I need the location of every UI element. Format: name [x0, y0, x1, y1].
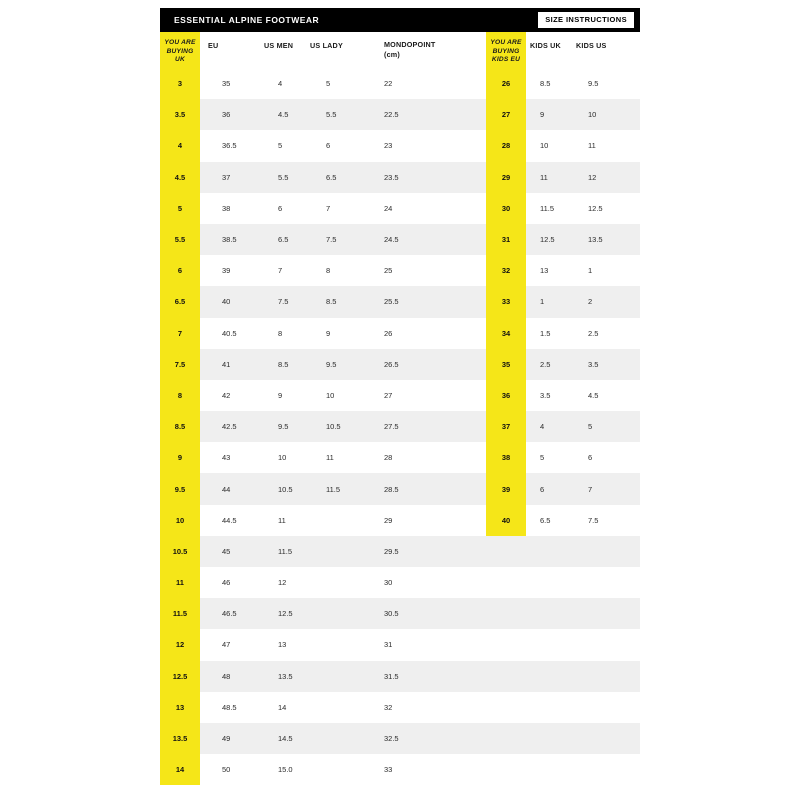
cell-kids-eu-empty — [486, 661, 526, 692]
cell-uk: 7.5 — [160, 349, 200, 380]
cell-kids-eu-empty — [486, 598, 526, 629]
cell-us-lady: 7.5 — [306, 224, 354, 255]
cell-mondopoint: 24 — [354, 193, 466, 224]
cell-us-lady: 11 — [306, 442, 354, 473]
cell-kids-eu: 26 — [486, 68, 526, 99]
cell-mondopoint: 27.5 — [354, 411, 466, 442]
cell-us-lady — [306, 598, 354, 629]
cell-kids-us: 10 — [572, 99, 640, 130]
table-row — [160, 286, 640, 317]
cell-mondopoint: 24.5 — [354, 224, 466, 255]
size-chart-sheet — [160, 8, 640, 785]
cell-us-lady: 9 — [306, 318, 354, 349]
cell-mondopoint: 30 — [354, 567, 466, 598]
table-row — [160, 380, 640, 411]
cell-gap — [466, 130, 486, 161]
cell-kids-us: 7 — [572, 473, 640, 504]
table-row — [160, 130, 640, 161]
table-row — [160, 411, 640, 442]
cell-uk: 9 — [160, 442, 200, 473]
cell-mondopoint: 25 — [354, 255, 466, 286]
cell-mondopoint: 23.5 — [354, 162, 466, 193]
cell-kids-uk-empty — [526, 723, 572, 754]
cell-us-men: 11 — [258, 505, 306, 536]
cell-us-men: 10.5 — [258, 473, 306, 504]
cell-mondopoint: 25.5 — [354, 286, 466, 317]
cell-kids-us: 1 — [572, 255, 640, 286]
cell-eu: 35 — [200, 68, 258, 99]
cell-kids-uk: 6.5 — [526, 505, 572, 536]
cell-kids-uk: 5 — [526, 442, 572, 473]
cell-gap — [466, 99, 486, 130]
cell-kids-eu-empty — [486, 536, 526, 567]
cell-us-lady — [306, 754, 354, 785]
cell-uk: 7 — [160, 318, 200, 349]
cell-kids-eu-empty — [486, 754, 526, 785]
cell-mondopoint: 26.5 — [354, 349, 466, 380]
cell-gap — [466, 349, 486, 380]
cell-kids-eu: 38 — [486, 442, 526, 473]
cell-kids-us-empty — [572, 754, 640, 785]
cell-eu: 36 — [200, 99, 258, 130]
cell-gap — [466, 754, 486, 785]
cell-gap — [466, 567, 486, 598]
cell-us-lady — [306, 692, 354, 723]
cell-kids-uk-empty — [526, 536, 572, 567]
cell-mondopoint: 32.5 — [354, 723, 466, 754]
table-row — [160, 162, 640, 193]
cell-kids-uk: 10 — [526, 130, 572, 161]
column-header-uk — [160, 32, 200, 68]
cell-kids-us: 4.5 — [572, 380, 640, 411]
cell-kids-uk: 1 — [526, 286, 572, 317]
table-row — [160, 442, 640, 473]
uk-header-line3: UK — [175, 56, 185, 63]
table-row — [160, 536, 640, 567]
cell-us-men: 13 — [258, 629, 306, 660]
cell-kids-eu-empty — [486, 692, 526, 723]
cell-kids-eu: 29 — [486, 162, 526, 193]
cell-eu: 37 — [200, 162, 258, 193]
cell-us-men: 15.0 — [258, 754, 306, 785]
cell-us-lady: 10 — [306, 380, 354, 411]
cell-uk: 12 — [160, 629, 200, 660]
cell-us-lady: 5.5 — [306, 99, 354, 130]
cell-kids-eu-empty — [486, 629, 526, 660]
cell-kids-us: 9.5 — [572, 68, 640, 99]
cell-us-men: 9 — [258, 380, 306, 411]
cell-kids-us-empty — [572, 661, 640, 692]
cell-kids-uk: 9 — [526, 99, 572, 130]
cell-us-men: 6 — [258, 193, 306, 224]
cell-kids-uk: 4 — [526, 411, 572, 442]
cell-eu: 48 — [200, 661, 258, 692]
mondopoint-header-line2: (cm) — [384, 49, 400, 59]
table-row — [160, 661, 640, 692]
cell-uk: 13 — [160, 692, 200, 723]
cell-eu: 40.5 — [200, 318, 258, 349]
cell-uk: 8.5 — [160, 411, 200, 442]
column-header-kids-us: KIDS US — [572, 32, 640, 68]
table-header-row — [160, 32, 640, 68]
cell-mondopoint: 31 — [354, 629, 466, 660]
table-row — [160, 629, 640, 660]
cell-us-men: 5.5 — [258, 162, 306, 193]
cell-eu: 44.5 — [200, 505, 258, 536]
cell-us-lady — [306, 661, 354, 692]
cell-uk: 6.5 — [160, 286, 200, 317]
cell-gap — [466, 380, 486, 411]
table-row — [160, 723, 640, 754]
cell-kids-uk: 6 — [526, 473, 572, 504]
cell-gap — [466, 255, 486, 286]
cell-kids-uk: 8.5 — [526, 68, 572, 99]
table-row — [160, 598, 640, 629]
kids-eu-header-line3: KIDS EU — [491, 56, 521, 63]
cell-kids-us-empty — [572, 567, 640, 598]
table-row — [160, 318, 640, 349]
cell-us-men: 9.5 — [258, 411, 306, 442]
cell-kids-eu: 35 — [486, 349, 526, 380]
cell-gap — [466, 224, 486, 255]
cell-us-lady: 7 — [306, 193, 354, 224]
cell-eu: 38.5 — [200, 224, 258, 255]
cell-gap — [466, 193, 486, 224]
cell-gap — [466, 536, 486, 567]
cell-mondopoint: 22.5 — [354, 99, 466, 130]
cell-kids-eu: 40 — [486, 505, 526, 536]
page-title: ESSENTIAL ALPINE FOOTWEAR — [174, 15, 320, 25]
cell-kids-eu: 30 — [486, 193, 526, 224]
table-row — [160, 567, 640, 598]
cell-eu: 43 — [200, 442, 258, 473]
cell-us-lady: 9.5 — [306, 349, 354, 380]
cell-us-lady — [306, 505, 354, 536]
cell-eu: 47 — [200, 629, 258, 660]
cell-kids-eu: 39 — [486, 473, 526, 504]
cell-mondopoint: 28.5 — [354, 473, 466, 504]
cell-mondopoint: 23 — [354, 130, 466, 161]
cell-gap — [466, 505, 486, 536]
cell-us-men: 7 — [258, 255, 306, 286]
cell-us-men: 7.5 — [258, 286, 306, 317]
cell-us-lady: 11.5 — [306, 473, 354, 504]
table-row — [160, 255, 640, 286]
cell-eu: 41 — [200, 349, 258, 380]
cell-us-lady: 6 — [306, 130, 354, 161]
cell-us-lady — [306, 536, 354, 567]
cell-kids-eu: 37 — [486, 411, 526, 442]
cell-us-men: 4 — [258, 68, 306, 99]
cell-kids-uk-empty — [526, 567, 572, 598]
cell-eu: 50 — [200, 754, 258, 785]
cell-uk: 5 — [160, 193, 200, 224]
cell-eu: 38 — [200, 193, 258, 224]
cell-kids-us-empty — [572, 536, 640, 567]
cell-mondopoint: 32 — [354, 692, 466, 723]
cell-mondopoint: 26 — [354, 318, 466, 349]
cell-kids-eu: 36 — [486, 380, 526, 411]
cell-kids-eu: 27 — [486, 99, 526, 130]
cell-us-men: 12.5 — [258, 598, 306, 629]
cell-mondopoint: 29 — [354, 505, 466, 536]
cell-uk: 8 — [160, 380, 200, 411]
table-row — [160, 99, 640, 130]
cell-us-men: 11.5 — [258, 536, 306, 567]
cell-kids-us: 11 — [572, 130, 640, 161]
cell-kids-uk: 12.5 — [526, 224, 572, 255]
table-row — [160, 349, 640, 380]
cell-kids-uk-empty — [526, 598, 572, 629]
cell-kids-uk-empty — [526, 754, 572, 785]
cell-mondopoint: 27 — [354, 380, 466, 411]
cell-eu: 48.5 — [200, 692, 258, 723]
column-header-us-men: US MEN — [258, 32, 306, 68]
cell-uk: 6 — [160, 255, 200, 286]
uk-header-line2: BUYING — [166, 47, 194, 55]
cell-eu: 42 — [200, 380, 258, 411]
cell-us-lady — [306, 723, 354, 754]
table-row — [160, 193, 640, 224]
cell-kids-eu: 33 — [486, 286, 526, 317]
cell-kids-uk-empty — [526, 629, 572, 660]
cell-kids-uk-empty — [526, 661, 572, 692]
cell-kids-eu-empty — [486, 567, 526, 598]
cell-eu: 46 — [200, 567, 258, 598]
cell-kids-eu-empty — [486, 723, 526, 754]
cell-kids-uk: 1.5 — [526, 318, 572, 349]
cell-eu: 45 — [200, 536, 258, 567]
table-row — [160, 505, 640, 536]
cell-gap — [466, 692, 486, 723]
cell-uk: 5.5 — [160, 224, 200, 255]
cell-gap — [466, 442, 486, 473]
cell-uk: 3.5 — [160, 99, 200, 130]
cell-eu: 46.5 — [200, 598, 258, 629]
cell-kids-eu: 32 — [486, 255, 526, 286]
column-header-eu: EU — [200, 32, 258, 68]
cell-gap — [466, 598, 486, 629]
cell-mondopoint: 33 — [354, 754, 466, 785]
cell-us-men: 14.5 — [258, 723, 306, 754]
header-bar — [160, 8, 640, 32]
cell-us-men: 12 — [258, 567, 306, 598]
column-header-kids-uk: KIDS UK — [526, 32, 572, 68]
cell-kids-us: 3.5 — [572, 349, 640, 380]
column-header-kids-eu — [486, 32, 526, 68]
cell-kids-us: 2.5 — [572, 318, 640, 349]
cell-us-lady — [306, 629, 354, 660]
table-row — [160, 224, 640, 255]
cell-eu: 49 — [200, 723, 258, 754]
column-header-mondopoint — [354, 32, 466, 68]
table-row — [160, 68, 640, 99]
cell-us-lady: 10.5 — [306, 411, 354, 442]
cell-kids-eu: 31 — [486, 224, 526, 255]
cell-kids-us: 12 — [572, 162, 640, 193]
cell-gap — [466, 661, 486, 692]
cell-uk: 12.5 — [160, 661, 200, 692]
cell-gap — [466, 723, 486, 754]
cell-kids-us-empty — [572, 629, 640, 660]
size-table — [160, 32, 640, 785]
cell-kids-us-empty — [572, 598, 640, 629]
cell-kids-uk: 3.5 — [526, 380, 572, 411]
cell-eu: 44 — [200, 473, 258, 504]
cell-gap — [466, 629, 486, 660]
cell-kids-us: 12.5 — [572, 193, 640, 224]
cell-mondopoint: 31.5 — [354, 661, 466, 692]
cell-uk: 14 — [160, 754, 200, 785]
table-row — [160, 473, 640, 504]
cell-uk: 11 — [160, 567, 200, 598]
cell-us-men: 8.5 — [258, 349, 306, 380]
cell-gap — [466, 473, 486, 504]
cell-kids-uk: 11 — [526, 162, 572, 193]
cell-kids-uk: 11.5 — [526, 193, 572, 224]
cell-uk: 3 — [160, 68, 200, 99]
cell-kids-uk: 2.5 — [526, 349, 572, 380]
cell-gap — [466, 411, 486, 442]
cell-us-men: 10 — [258, 442, 306, 473]
cell-us-lady — [306, 567, 354, 598]
kids-eu-header-line1: YOU ARE — [490, 39, 522, 46]
cell-mondopoint: 28 — [354, 442, 466, 473]
cell-us-lady: 6.5 — [306, 162, 354, 193]
cell-eu: 42.5 — [200, 411, 258, 442]
column-header-us-lady: US LADY — [306, 32, 354, 68]
cell-uk: 13.5 — [160, 723, 200, 754]
cell-mondopoint: 29.5 — [354, 536, 466, 567]
cell-us-men: 4.5 — [258, 99, 306, 130]
cell-us-men: 8 — [258, 318, 306, 349]
cell-us-lady: 8.5 — [306, 286, 354, 317]
cell-kids-us: 5 — [572, 411, 640, 442]
cell-eu: 39 — [200, 255, 258, 286]
cell-uk: 4.5 — [160, 162, 200, 193]
cell-mondopoint: 22 — [354, 68, 466, 99]
cell-kids-eu: 34 — [486, 318, 526, 349]
cell-eu: 40 — [200, 286, 258, 317]
cell-us-men: 5 — [258, 130, 306, 161]
cell-kids-eu: 28 — [486, 130, 526, 161]
cell-kids-us: 7.5 — [572, 505, 640, 536]
cell-us-lady: 8 — [306, 255, 354, 286]
cell-us-lady: 5 — [306, 68, 354, 99]
cell-us-men: 13.5 — [258, 661, 306, 692]
cell-gap — [466, 286, 486, 317]
size-instructions-button[interactable]: SIZE INSTRUCTIONS — [538, 12, 634, 28]
cell-us-men: 14 — [258, 692, 306, 723]
cell-gap — [466, 162, 486, 193]
table-row — [160, 692, 640, 723]
cell-kids-us: 6 — [572, 442, 640, 473]
table-row — [160, 754, 640, 785]
table-body — [160, 68, 640, 785]
cell-uk: 10 — [160, 505, 200, 536]
cell-uk: 11.5 — [160, 598, 200, 629]
cell-uk: 10.5 — [160, 536, 200, 567]
kids-eu-header-line2: BUYING — [492, 47, 520, 55]
cell-eu: 36.5 — [200, 130, 258, 161]
cell-gap — [466, 68, 486, 99]
cell-kids-us: 13.5 — [572, 224, 640, 255]
cell-gap — [466, 318, 486, 349]
cell-kids-uk: 13 — [526, 255, 572, 286]
cell-us-men: 6.5 — [258, 224, 306, 255]
cell-mondopoint: 30.5 — [354, 598, 466, 629]
cell-uk: 4 — [160, 130, 200, 161]
column-gap — [466, 32, 486, 68]
cell-kids-uk-empty — [526, 692, 572, 723]
cell-kids-us-empty — [572, 692, 640, 723]
mondopoint-header-line1: MONDOPOINT — [384, 40, 436, 49]
uk-header-line1: YOU ARE — [164, 39, 196, 46]
cell-uk: 9.5 — [160, 473, 200, 504]
cell-kids-us: 2 — [572, 286, 640, 317]
cell-kids-us-empty — [572, 723, 640, 754]
